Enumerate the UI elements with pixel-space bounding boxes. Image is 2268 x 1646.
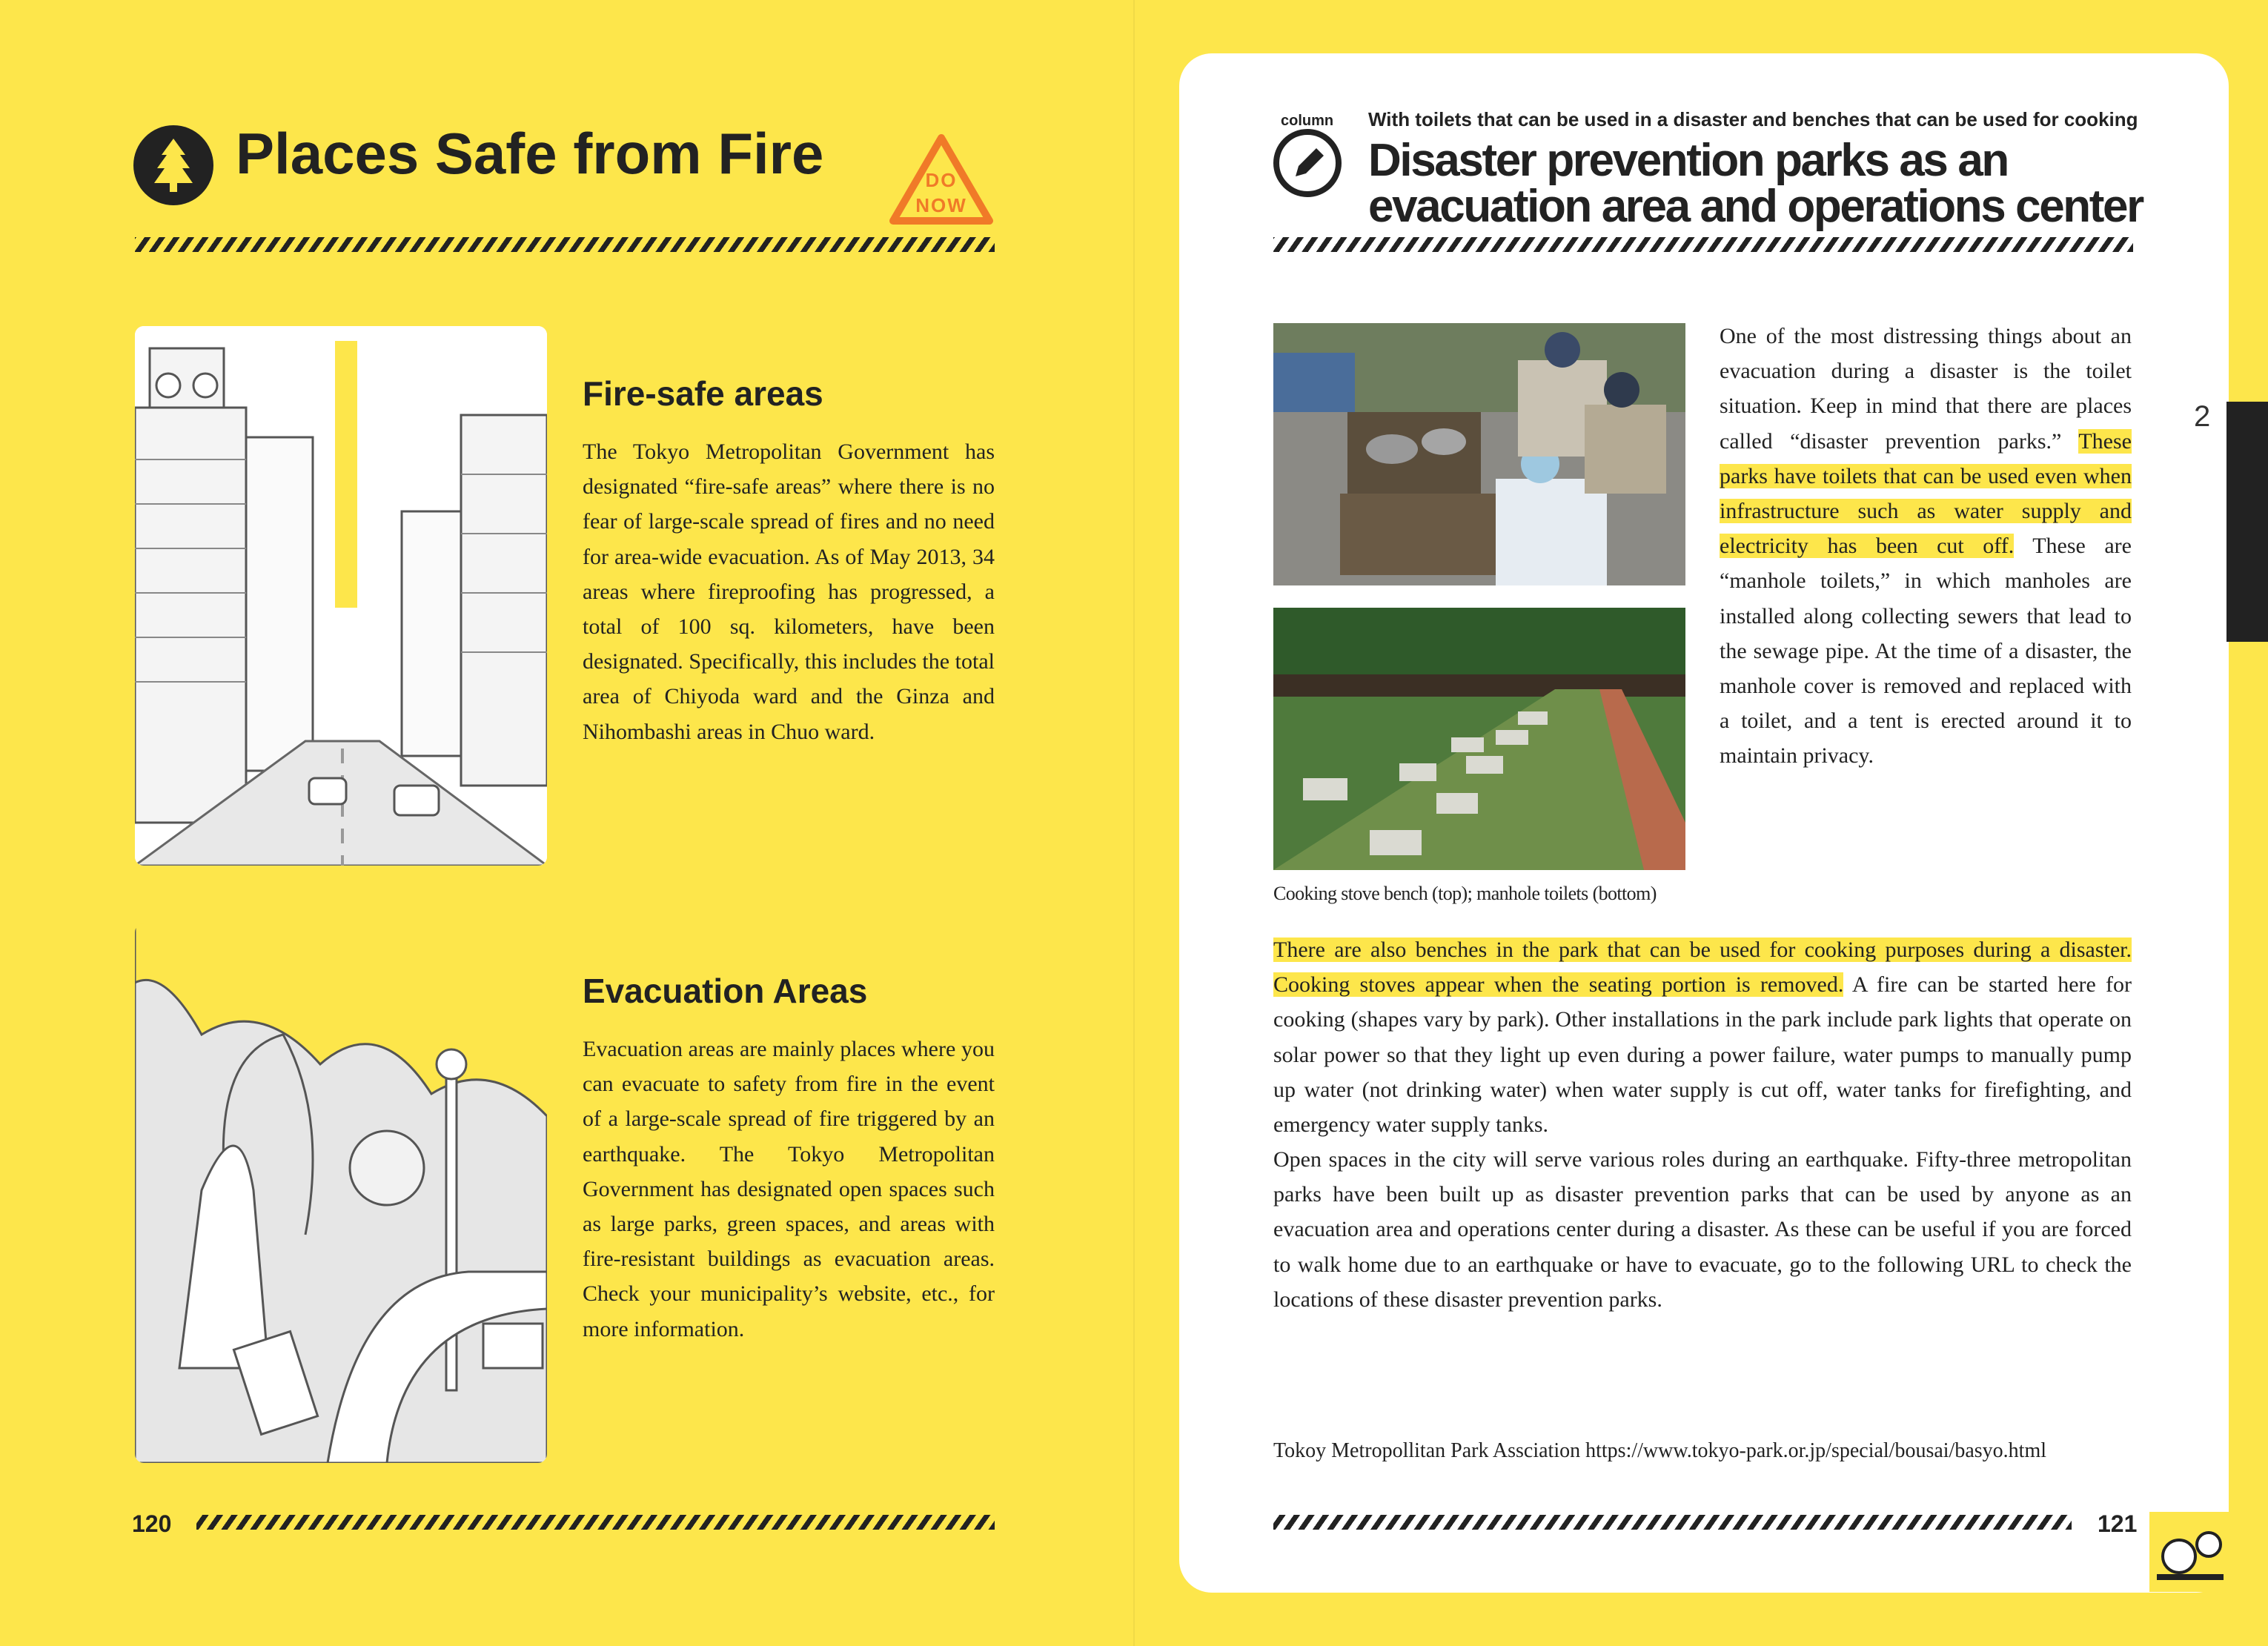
city-street-illustration <box>135 326 547 866</box>
do-now-warning-badge <box>886 130 997 230</box>
para2-highlight: There are also benches in the park that can be used for cooking purposes during a disaster. Cooking stoves appear when the seating portion is removed. <box>1273 938 2132 998</box>
footer-stripe-right <box>1273 1515 2072 1530</box>
source-url[interactable]: Tokoy Metropollitan Park Assciation https://www.tokyo-park.or.jp/special/bousai/basyo.html <box>1273 1439 2046 1462</box>
page-number-right: 121 <box>2098 1510 2138 1537</box>
park-illustration <box>135 923 547 1463</box>
page-title: Places Safe from Fire <box>236 121 824 186</box>
section-heading-fire-safe-areas: Fire-safe areas <box>583 374 823 413</box>
column-title-line1: Disaster prevention parks as an <box>1368 135 2008 186</box>
section-heading-evacuation-areas: Evacuation Areas <box>583 972 868 1010</box>
fire-safe-areas-text: The Tokyo Metropolitan Government has designated “fire-safe areas” where there is no fear of large-scale spread of fires and no need for area-wide evacuation. As of May 2013, 34 areas where fireproofing has progressed, a total of 100 sq. kilometers, have been designated. Specifically, this includes the total area of Chiyoda ward and the Ginza and Nihombashi areas in Chuo ward. <box>583 439 995 744</box>
para2-text-b: A fire can be started here for cooking (shapes vary by park). Other installations in the park include park lights that operate on solar power so that they light up even during a power failure, water pumps to manually pump up water (not drinking water) when water supply is cut off, water tanks for firefighting, and emergency water supply tanks. <box>1273 972 2132 1138</box>
column-title <box>1368 135 2143 232</box>
chapter-tab-number: 2 <box>2194 400 2211 433</box>
manhole-toilets-photo <box>1273 608 1685 870</box>
photo-caption: Cooking stove bench (top); manhole toilets (bottom) <box>1273 883 1657 904</box>
disaster-parks-paragraph: Open spaces in the city will serve various roles during an earthquake. Fifty-three metropolitan parks have been built up as disaster prevention parks that can be used by anyone as an evacuation area and operations center during a disaster. As these can be useful if you are forced to walk home due to an earthquake or have to evacuate, go to the following URL to check the locations of these disaster prevention parks. <box>1273 1147 2132 1312</box>
column-title-line2: evacuation area and operations center <box>1368 181 2143 232</box>
column-label: column <box>1281 113 1334 129</box>
corner-character-illustration <box>2149 1512 2229 1592</box>
chapter-tab-bar <box>2226 402 2268 642</box>
manhole-toilets-paragraph <box>1720 319 2132 774</box>
pencil-icon <box>1272 127 1343 199</box>
book-spine <box>1133 0 1135 1646</box>
page-number-left: 120 <box>132 1510 172 1537</box>
column-subtitle: With toilets that can be used in a disaster and benches that can be used for cooking <box>1368 108 2138 130</box>
evacuation-areas-text: Evacuation areas are mainly places where you can evacuate to safety from fire in the event of a large-scale spread of fire triggered by an earthquake. The Tokyo Metropolitan Government has designated open spaces such as large parks, green spaces, and areas with fire-resistant buildings as evacuation areas. Check your municipality’s website, etc., for more information. <box>583 1037 995 1341</box>
cooking-bench-paragraph <box>1273 932 2132 1142</box>
para1-text-a: One of the most distressing things about an evacuation during a disaster is the toilet situation. Keep in mind that there are places called “disaster prevention parks.” <box>1720 324 2132 454</box>
title-stripe-divider <box>135 237 995 252</box>
badge-line2: NOW <box>915 194 967 216</box>
tree-icon <box>133 125 213 205</box>
para1-text-b: These are “manhole toilets,” in which manholes are installed along collecting sewers that lead to the sewage pipe. At the time of a disaster, the manhole cover is removed and replaced with a toilet, and a tent is erected around it to maintain privacy. <box>1720 534 2132 769</box>
para1-highlight: These parks have toilets that can be used even when infrastructure such as water supply and electricity has been cut off. <box>1720 428 2132 559</box>
footer-stripe-left <box>196 1515 995 1530</box>
badge-line1: DO <box>925 169 958 191</box>
column-title-stripe-divider <box>1273 237 2133 252</box>
cooking-stove-bench-photo <box>1273 323 1685 585</box>
